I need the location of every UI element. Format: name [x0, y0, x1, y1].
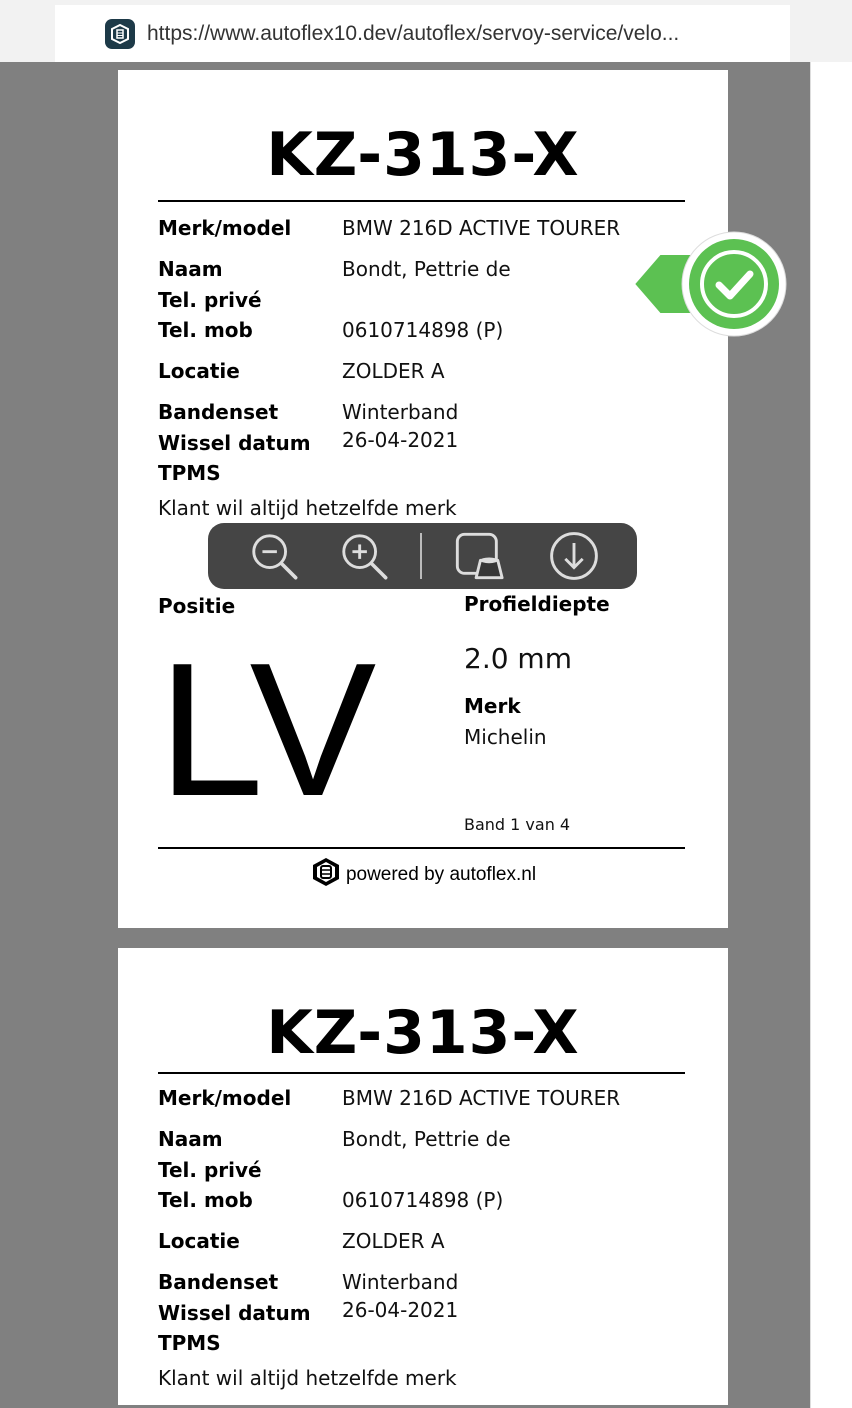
customer-note: Klant wil altijd hetzelfde merk: [158, 496, 457, 520]
zoom-out-icon: [248, 530, 300, 582]
row-value: ZOLDER A: [342, 359, 445, 383]
row-label: TPMS: [158, 1331, 221, 1355]
autoflex-favicon-icon: [105, 19, 135, 49]
row-value: BMW 216D ACTIVE TOURER: [342, 1086, 621, 1110]
row-label: Naam: [158, 1127, 223, 1151]
row-value: Winterband: [342, 400, 459, 424]
row-label: Merk/model: [158, 1086, 292, 1110]
zoom-in-button[interactable]: [338, 530, 390, 582]
scrollbar-track[interactable]: [810, 62, 852, 1408]
row-value: 0610714898 (P): [342, 318, 504, 342]
row-value: 0610714898 (P): [342, 1188, 504, 1212]
pdf-toolbar: [208, 523, 637, 589]
powered-by-text: powered by autoflex.nl: [345, 864, 537, 885]
autoflex-logo-icon: [310, 856, 342, 894]
row-label: Merk/model: [158, 216, 292, 240]
profieldiepte-value: 2.0 mm: [464, 642, 572, 675]
profieldiepte-label: Profieldiepte: [464, 592, 610, 616]
row-value: ZOLDER A: [342, 1229, 445, 1253]
toolbar-separator: [420, 533, 422, 579]
merk-value: Michelin: [464, 725, 547, 749]
address-bar[interactable]: [55, 5, 790, 62]
positie-label: Positie: [158, 594, 236, 618]
row-label: Naam: [158, 257, 223, 281]
markup-icon: [453, 530, 505, 582]
row-value: 26-04-2021: [342, 428, 459, 452]
row-value: Bondt, Pettrie de: [342, 257, 511, 281]
browser-toolbar: [0, 0, 852, 62]
row-label: Locatie: [158, 359, 240, 383]
merk-label: Merk: [464, 694, 521, 718]
download-icon: [548, 530, 600, 582]
row-value: BMW 216D ACTIVE TOURER: [342, 216, 621, 240]
download-button[interactable]: [548, 530, 600, 582]
row-value: Winterband: [342, 1270, 459, 1294]
powered-by: [118, 856, 728, 894]
divider: [158, 200, 685, 202]
row-value: Bondt, Pettrie de: [342, 1127, 511, 1151]
row-label: Bandenset: [158, 400, 279, 424]
url-text: https://www.autoflex10.dev/autoflex/servoy-service/velo...: [147, 21, 680, 45]
markup-button[interactable]: [453, 530, 505, 582]
row-label: Tel. privé: [158, 288, 262, 312]
check-icon: [632, 228, 788, 340]
license-plate: KZ-313-X: [266, 120, 580, 190]
row-label: Tel. mob: [158, 1188, 253, 1212]
divider: [158, 1072, 685, 1074]
verified-check-badge: [632, 228, 788, 344]
divider: [158, 847, 685, 849]
zoom-out-button[interactable]: [248, 530, 300, 582]
row-label: Tel. mob: [158, 318, 253, 342]
row-label: Wissel datum: [158, 431, 311, 455]
row-label: Tel. privé: [158, 1158, 262, 1182]
row-value: 26-04-2021: [342, 1298, 459, 1322]
pdf-page: [118, 948, 728, 1405]
row-label: Wissel datum: [158, 1301, 311, 1325]
zoom-in-icon: [338, 530, 390, 582]
pdf-page: [118, 70, 728, 928]
license-plate: KZ-313-X: [266, 998, 580, 1068]
customer-note: Klant wil altijd hetzelfde merk: [158, 1366, 457, 1390]
row-label: Locatie: [158, 1229, 240, 1253]
row-label: TPMS: [158, 461, 221, 485]
row-label: Bandenset: [158, 1270, 279, 1294]
positie-value: LV: [158, 624, 377, 836]
band-count: Band 1 van 4: [464, 815, 571, 834]
